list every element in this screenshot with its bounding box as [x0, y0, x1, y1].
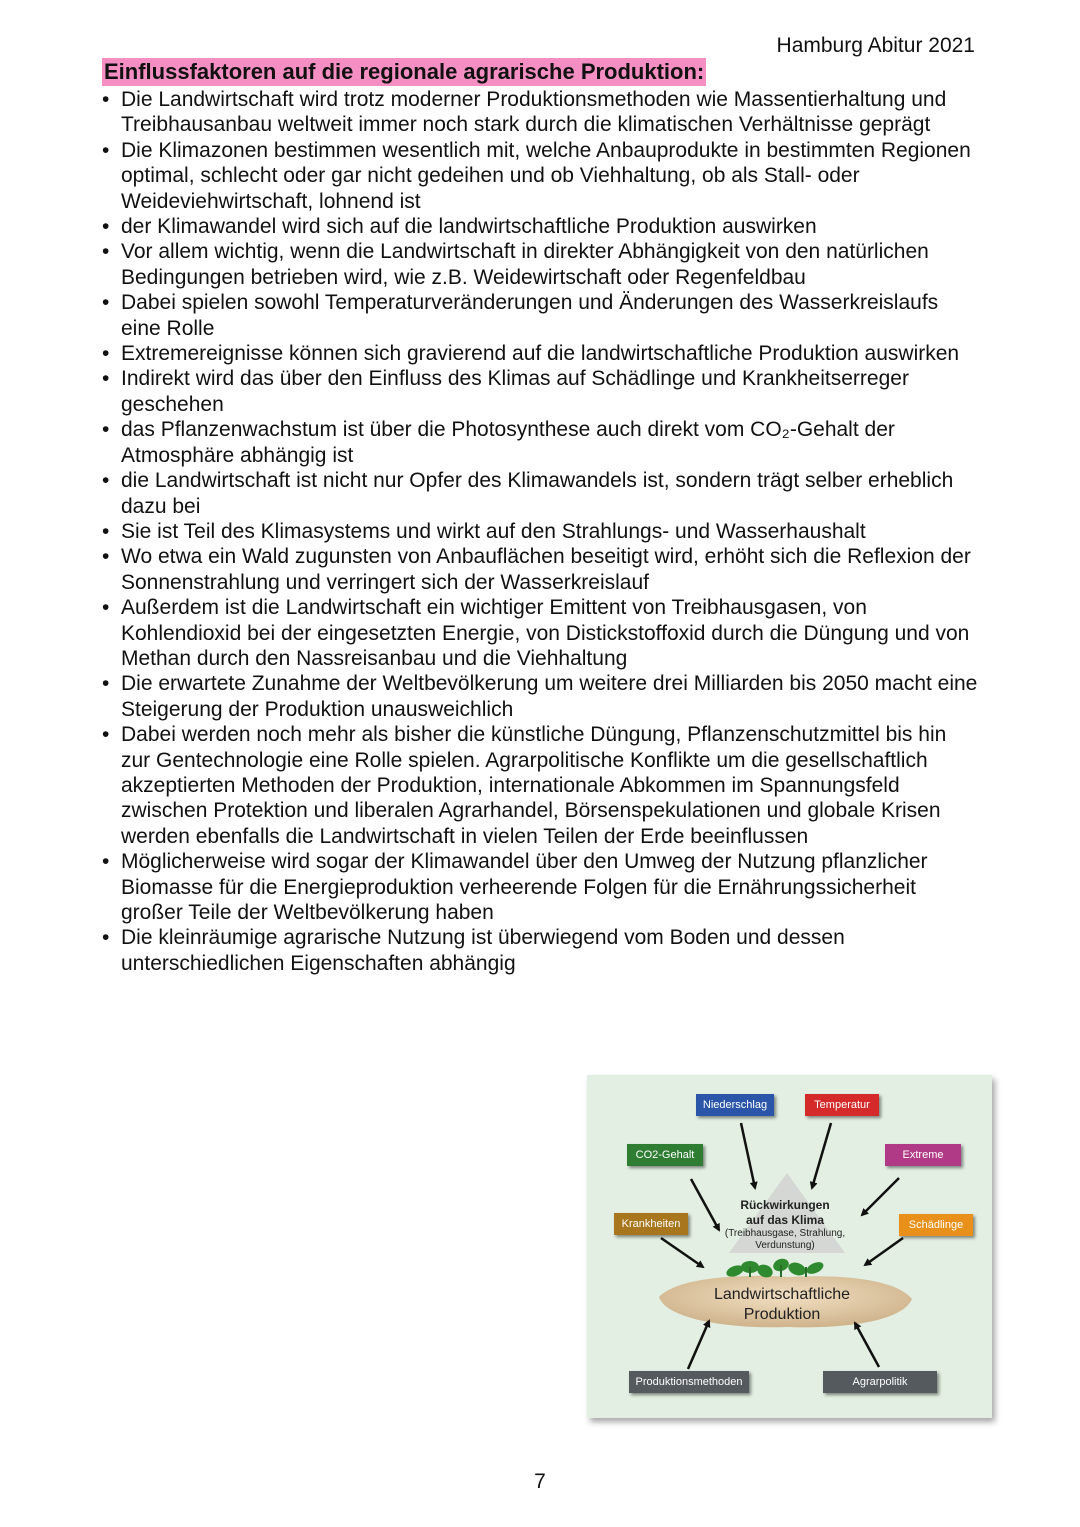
arrow-temperatur — [812, 1123, 831, 1188]
climate-feedback-sub2: Verdunstung) — [755, 1240, 815, 1251]
bullet-list — [100, 87, 980, 976]
list-item: • die Landwirtschaft ist nicht nur Opfer des Klimawandels ist, sondern trägt selber erheblich dazu bei — [100, 468, 980, 519]
production-line1: Landwirtschaftliche — [713, 1286, 851, 1303]
list-item: • Wo etwa ein Wald zugunsten von Anbauflächen beseitigt wird, erhöht sich die Reflexion der Sonnenstrahlung und verringert sich der Wasserkreislauf — [100, 544, 980, 595]
factor-extreme: Extreme — [885, 1144, 961, 1166]
list-item: • Die erwartete Zunahme der Weltbevölkerung um weitere drei Milliarden bis 2050 macht eine Steigerung der Produktion unausweichlich — [100, 671, 980, 722]
page-title: Einflussfaktoren auf die regionale agrarische Produktion: — [104, 59, 705, 84]
list-item: • der Klimawandel wird sich auf die landwirtschaftliche Produktion auswirken — [100, 214, 980, 239]
factor-produktionsmethoden: Produktionsmethoden — [629, 1371, 749, 1393]
production-line2: Produktion — [743, 1306, 821, 1323]
list-item: • Sie ist Teil des Klimasystems und wirkt auf den Strahlungs- und Wasserhaushalt — [100, 519, 980, 544]
list-item: • das Pflanzenwachstum ist über die Photosynthese auch direkt vom CO₂-Gehalt der Atmosphäre abhängig ist — [100, 417, 980, 468]
list-item: • Dabei werden noch mehr als bisher die künstliche Düngung, Pflanzenschutzmittel bis hin zur Gentechnologie eine Rolle spielen. Agrarpolitische Konflikte um die gesellschaftlich akzeptierten Methoden der Produktion, internationale Abkommen im Spannungsfeld zwischen Protektion und liberalen Agrarhandel, Börsenspekulationen und globale Krisen werden ebenfalls die Landwirtschaft in vielen Teilen der Erde beeinflussen — [100, 722, 980, 849]
climate-feedback-label — [715, 1198, 855, 1252]
factor-temperatur: Temperatur — [805, 1094, 879, 1116]
climate-agriculture-diagram — [587, 1075, 992, 1418]
list-item: • Die kleinräumige agrarische Nutzung ist überwiegend vom Boden und dessen unterschiedlichen Eigenschaften abhängig — [100, 925, 980, 976]
page-number: 7 — [534, 1470, 546, 1493]
list-item: • Vor allem wichtig, wenn die Landwirtschaft in direkter Abhängigkeit von den natürlichen Bedingungen betrieben wird, wie z.B. Weidewirtschaft oder Regenfeldbau — [100, 239, 980, 290]
arrow-agrarpolitik — [855, 1323, 879, 1367]
factor-co2-gehalt: CO2-Gehalt — [627, 1144, 703, 1166]
climate-feedback-sub1: (Treibhausgase, Strahlung, — [724, 1228, 846, 1239]
list-item: • Außerdem ist die Landwirtschaft ein wichtiger Emittent von Treibhausgasen, von Kohlendioxid bei der eingesetzten Energie, von Distickstoffoxid durch die Düngung und von Methan durch den Nassreisanbau und die Viehhaltung — [100, 595, 980, 671]
arrow-produktionsmethoden — [688, 1321, 709, 1369]
arrow-extreme — [862, 1178, 899, 1215]
list-item: • Extremereignisse können sich gravierend auf die landwirtschaftliche Produktion auswirken — [100, 341, 980, 366]
factor-niederschlag: Niederschlag — [696, 1094, 774, 1116]
climate-feedback-line2: auf das Klima — [745, 1213, 825, 1227]
arrow-niederschlag — [741, 1123, 755, 1188]
page-header-label: Hamburg Abitur 2021 — [776, 34, 975, 57]
list-item: • Die Landwirtschaft wird trotz moderner Produktionsmethoden wie Massentierhaltung und Treibhausanbau weltweit immer noch stark durch die klimatischen Verhältnisse geprägt — [100, 87, 980, 138]
list-item: • Dabei spielen sowohl Temperaturveränderungen und Änderungen des Wasserkreislaufs eine Rolle — [100, 290, 980, 341]
agricultural-production-label — [687, 1285, 877, 1325]
list-item: • Die Klimazonen bestimmen wesentlich mit, welche Anbauprodukte in bestimmten Regionen optimal, schlecht oder gar nicht gedeihen und ob Viehhaltung, ob als Stall- oder Weideviehwirtschaft, lohnend ist — [100, 138, 980, 214]
arrow-schaedlinge — [865, 1238, 903, 1265]
factor-agrarpolitik: Agrarpolitik — [823, 1371, 937, 1393]
climate-feedback-line1: Rückwirkungen — [740, 1198, 830, 1212]
factor-schaedlinge: Schädlinge — [899, 1214, 973, 1236]
arrow-krankheiten — [661, 1238, 703, 1267]
list-item: • Möglicherweise wird sogar der Klimawandel über den Umweg der Nutzung pflanzlicher Biomasse für die Energieproduktion verheerende Folgen für die Ernährungssicherheit großer Teile der Weltbevölkerung haben — [100, 849, 980, 925]
factor-krankheiten: Krankheiten — [614, 1213, 688, 1235]
list-item: • Indirekt wird das über den Einfluss des Klimas auf Schädlinge und Krankheitserreger geschehen — [100, 366, 980, 417]
